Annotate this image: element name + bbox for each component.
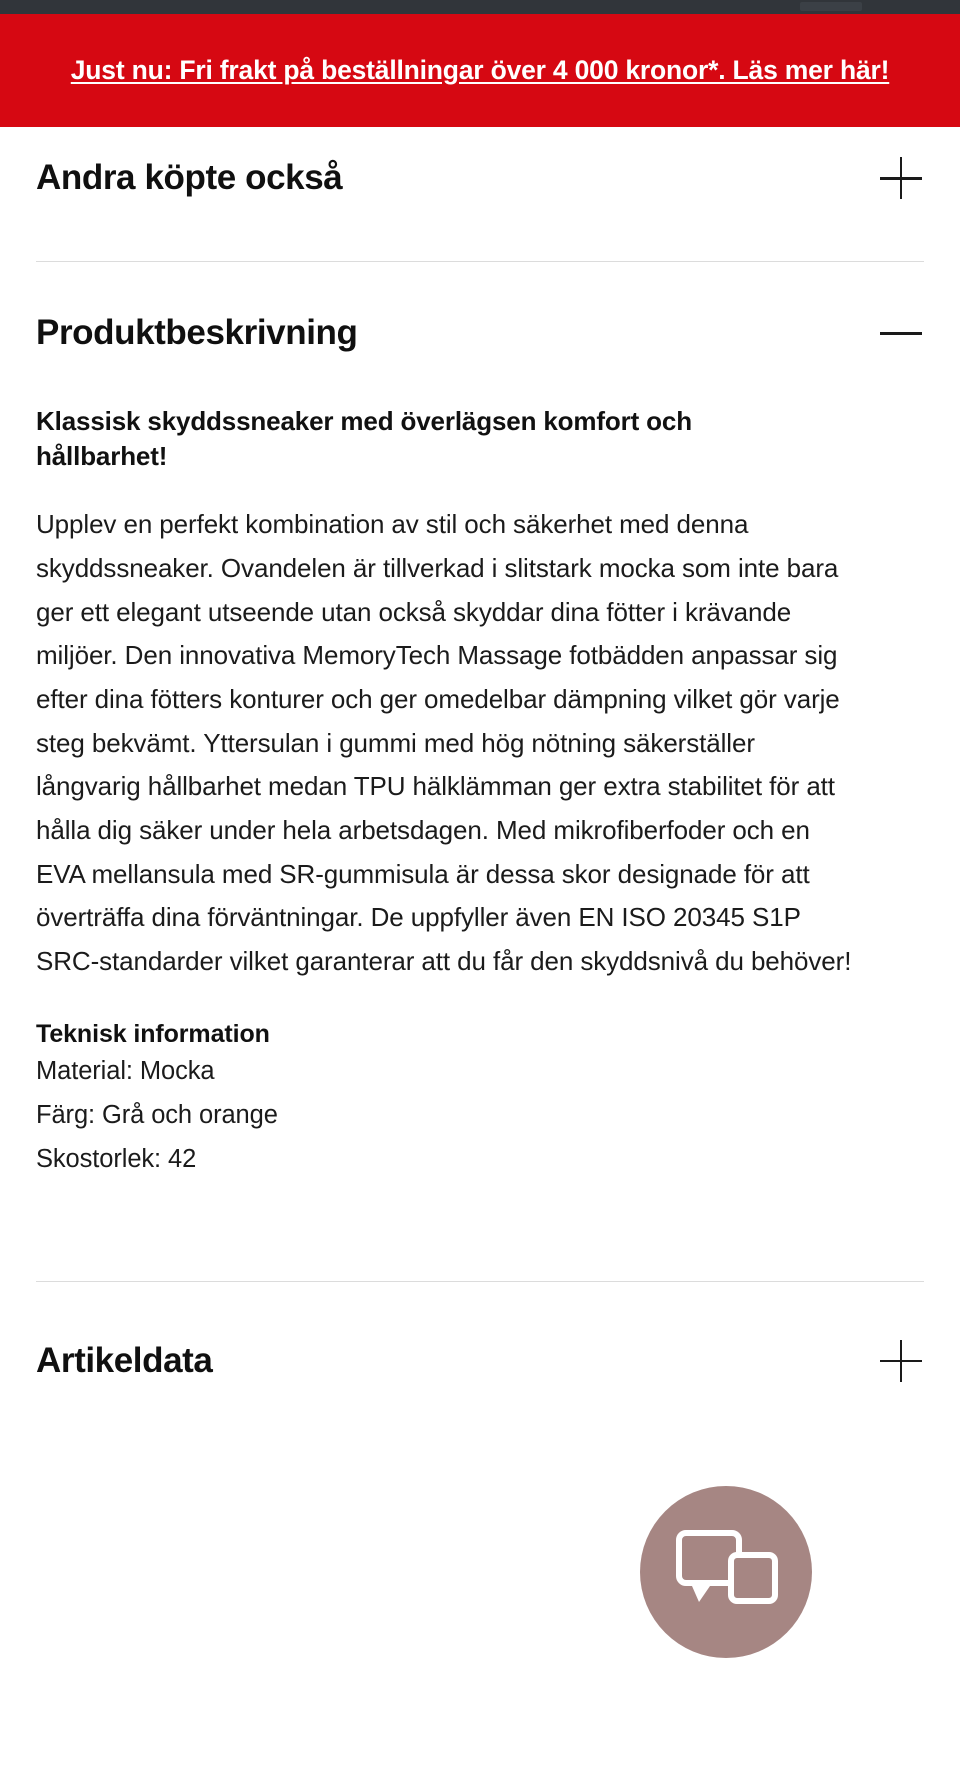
chat-bubble-secondary-icon <box>728 1552 778 1604</box>
technical-information-title: Teknisk information <box>36 1019 270 1048</box>
minus-icon[interactable] <box>878 310 924 356</box>
section-header-produktbeskrivning[interactable] <box>36 310 924 356</box>
section-header-andra-kopte-ocksa[interactable] <box>36 155 924 201</box>
section-andra-kopte-ocksa <box>0 127 960 201</box>
promo-banner-link[interactable]: Just nu: Fri frakt på beställningar över 4 000 kronor*. Läs mer här! <box>70 54 890 85</box>
section-artikeldata <box>0 1282 960 1384</box>
section-title-artikeldata: Artikeldata <box>36 1340 213 1380</box>
section-title-andra-kopte-ocksa: Andra köpte också <box>36 158 343 197</box>
technical-information-size: Skostorlek: 42 <box>36 1144 197 1173</box>
plus-icon[interactable] <box>878 155 924 201</box>
section-produktbeskrivning <box>0 262 960 1181</box>
plus-icon[interactable] <box>878 1338 924 1384</box>
section-title-produktbeskrivning: Produktbeskrivning <box>36 313 358 352</box>
browser-chrome-strip <box>0 0 960 14</box>
chat-widget-button[interactable] <box>640 1486 812 1658</box>
description-paragraph: Upplev en perfekt kombination av stil och säkerhet med denna skyddssneaker. Ovandelen är tillverkad i slitstark mocka som inte bara ger ett elegant utseende utan också skyddar dina fötter i krävande miljöer. Den innovativa MemoryTech Massage fotbädden anpassar sig efter dina fötters konturer och ger omedelbar dämpning vilket gör varje steg bekvämt. Yttersulan i gummi med hög nötning säkerställer långvarig hållbarhet medan TPU hälklämman ger extra stabilitet för att hålla dig säker under hela arbetsdagen. Med mikrofiberfoder och en EVA mellansula med SR-gummisula är dessa skor designade för att överträffa dina förväntningar. De uppfyller även EN ISO 20345 S1P SRC-standarder vilket garanterar att du får den skyddsnivå du behöver! <box>36 509 852 976</box>
browser-chrome-artifact <box>800 2 862 11</box>
section-header-artikeldata[interactable] <box>36 1338 924 1384</box>
promo-banner[interactable] <box>0 14 960 127</box>
accordion-list <box>0 127 960 1384</box>
technical-information-material: Material: Mocka <box>36 1056 215 1085</box>
description-lead: Klassisk skyddssneaker med överlägsen komfort och hållbarhet! <box>36 406 692 471</box>
technical-information-color: Färg: Grå och orange <box>36 1100 278 1129</box>
